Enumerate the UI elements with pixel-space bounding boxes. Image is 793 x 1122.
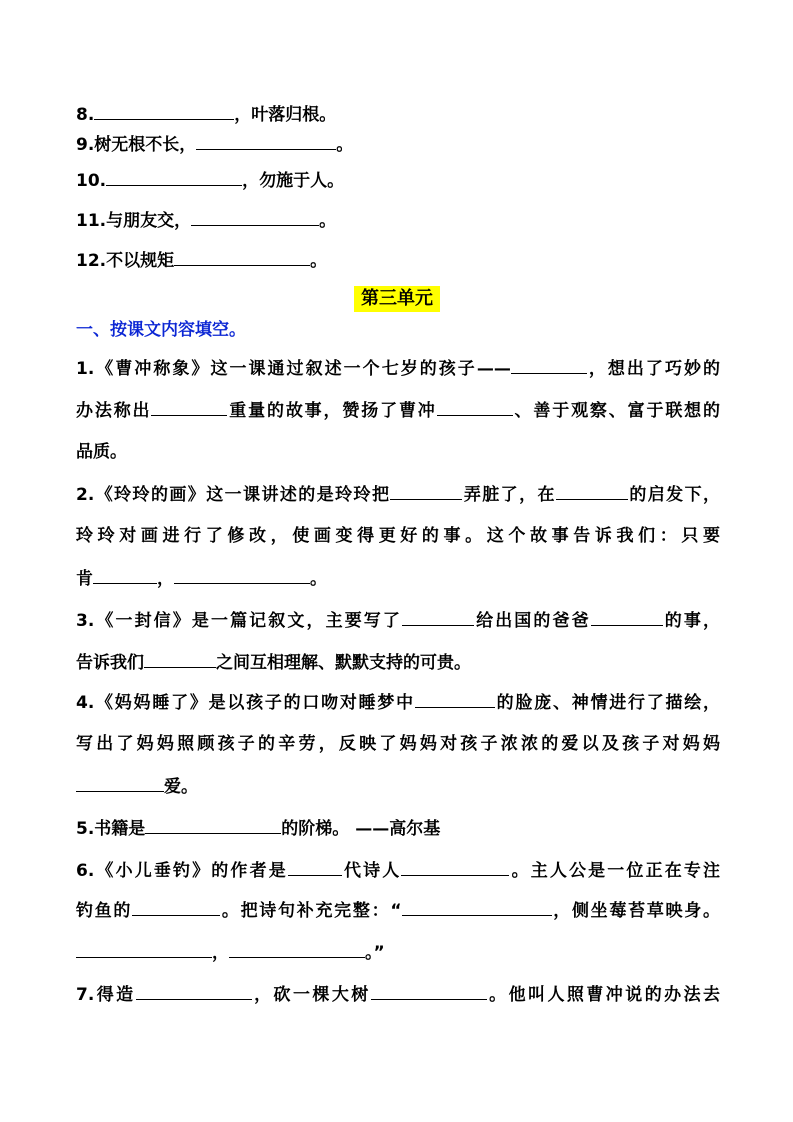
q4-line-3: 爱。 [76,774,720,799]
answer-blank[interactable] [136,982,252,1000]
q2-line-1: 2.《玲玲的画》这一课讲述的是玲玲把 弄脏了，在 的启发下， [76,482,720,507]
q7-line: 7.得造 ，砍一棵大树 。他叫人照曹冲说的办法去 [76,982,720,1007]
q1-line-3: 品质。 [76,442,127,462]
answer-blank[interactable] [151,398,227,416]
answer-blank[interactable] [390,482,462,500]
answer-blank[interactable] [196,132,336,150]
answer-blank[interactable] [229,940,365,958]
answer-blank[interactable] [76,940,212,958]
q2-line-3: 肯 ， 。 [76,566,720,591]
answer-blank[interactable] [106,168,242,186]
q5-line: 5.书籍是 的阶梯。 ——高尔基 [76,816,720,841]
q4-line-2: 写出了妈妈照顾孩子的辛劳，反映了妈妈对孩子浓浓的爱以及孩子对妈妈 [76,734,720,754]
q1-line-2: 办法称出 重量的故事，赞扬了曹冲 、善于观察、富于联想的 [76,398,720,423]
unit-title: 第三单元 [354,286,440,312]
answer-blank[interactable] [191,208,319,226]
answer-blank[interactable] [76,774,164,792]
answer-blank[interactable] [415,690,495,708]
q2-line-2: 玲玲对画进行了修改，使画变得更好的事。这个故事告诉我们：只要 [76,526,720,546]
answer-blank[interactable] [288,858,342,876]
q6-line-2: 钓鱼的 。把诗句补充完整：“ ，侧坐莓苔草映身。 [76,898,720,923]
answer-blank[interactable] [437,398,513,416]
answer-blank[interactable] [402,608,474,626]
q3-line-1: 3.《一封信》是一篇记叙文，主要写了 给出国的爸爸 的事， [76,608,720,633]
answer-blank[interactable] [511,356,587,374]
answer-blank[interactable] [132,898,220,916]
answer-blank[interactable] [145,816,281,834]
answer-blank[interactable] [556,482,628,500]
item-10: 10. ，勿施于人。 [76,168,720,193]
answer-blank[interactable] [401,858,509,876]
answer-blank[interactable] [174,248,310,266]
answer-blank[interactable] [402,898,552,916]
item-12: 12.不以规矩 。 [76,248,720,273]
answer-blank[interactable] [93,566,157,584]
item-11: 11.与朋友交， 。 [76,208,720,233]
q6-line-3: ， 。” [76,940,720,965]
answer-blank[interactable] [591,608,663,626]
section-heading: 一、按课文内容填空。 [76,320,246,340]
answer-blank[interactable] [174,566,310,584]
q1-line-1: 1.《曹冲称象》这一课通过叙述一个七岁的孩子—— ，想出了巧妙的 [76,356,720,381]
q4-line-1: 4.《妈妈睡了》是以孩子的口吻对睡梦中 的脸庞、神情进行了描绘， [76,690,720,715]
answer-blank[interactable] [94,102,234,120]
q6-line-1: 6.《小儿垂钓》的作者是 代诗人 。主人公是一位正在专注 [76,858,720,883]
answer-blank[interactable] [144,650,216,668]
q3-line-2: 告诉我们 之间互相理解、默默支持的可贵。 [76,650,720,675]
answer-blank[interactable] [371,982,487,1000]
item-8: 8. ，叶落归根。 [76,102,720,127]
item-9: 9.树无根不长， 。 [76,132,720,157]
